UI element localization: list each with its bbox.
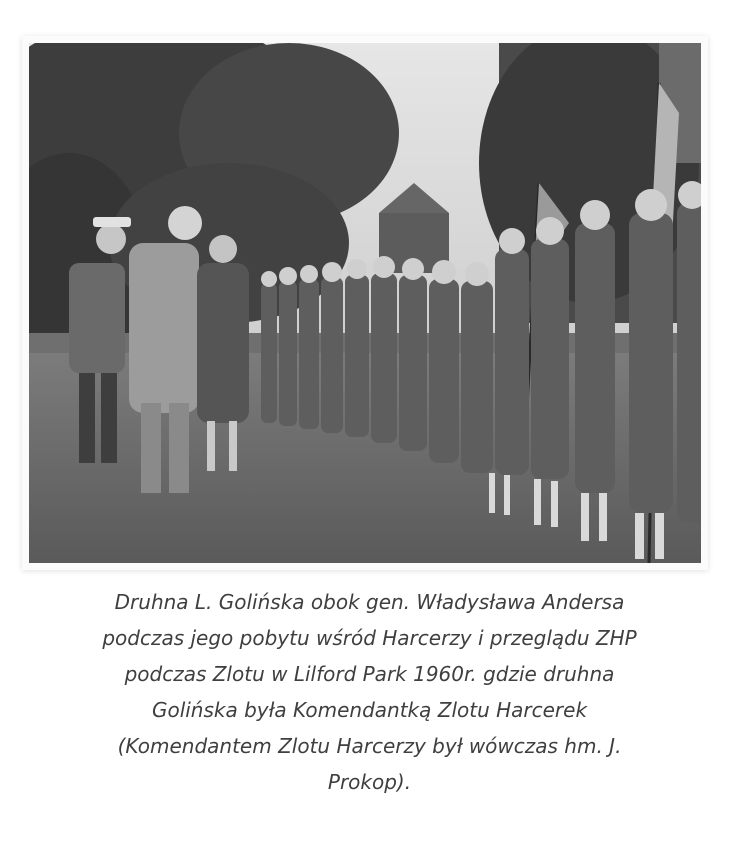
historic-photo <box>29 43 701 563</box>
photo-caption <box>30 584 709 800</box>
caption-line-1: Druhna L. Golińska obok gen. Władysława Andersa <box>114 590 625 614</box>
photo-frame <box>22 36 708 570</box>
caption-line-3: podczas Zlotu w Lilford Park 1960r. gdzie druhna <box>124 662 615 686</box>
caption-line-4: Golińska była Komendantką Zlotu Harcerek <box>151 698 588 722</box>
caption-line-2: podczas jego pobytu wśród Harcerzy i przeglądu ZHP <box>102 626 637 650</box>
caption-line-5: (Komendantem Zlotu Harcerzy był wówczas hm. J. <box>117 734 622 758</box>
historic-photo-image <box>29 43 701 563</box>
caption-line-6: Prokop). <box>327 770 412 794</box>
